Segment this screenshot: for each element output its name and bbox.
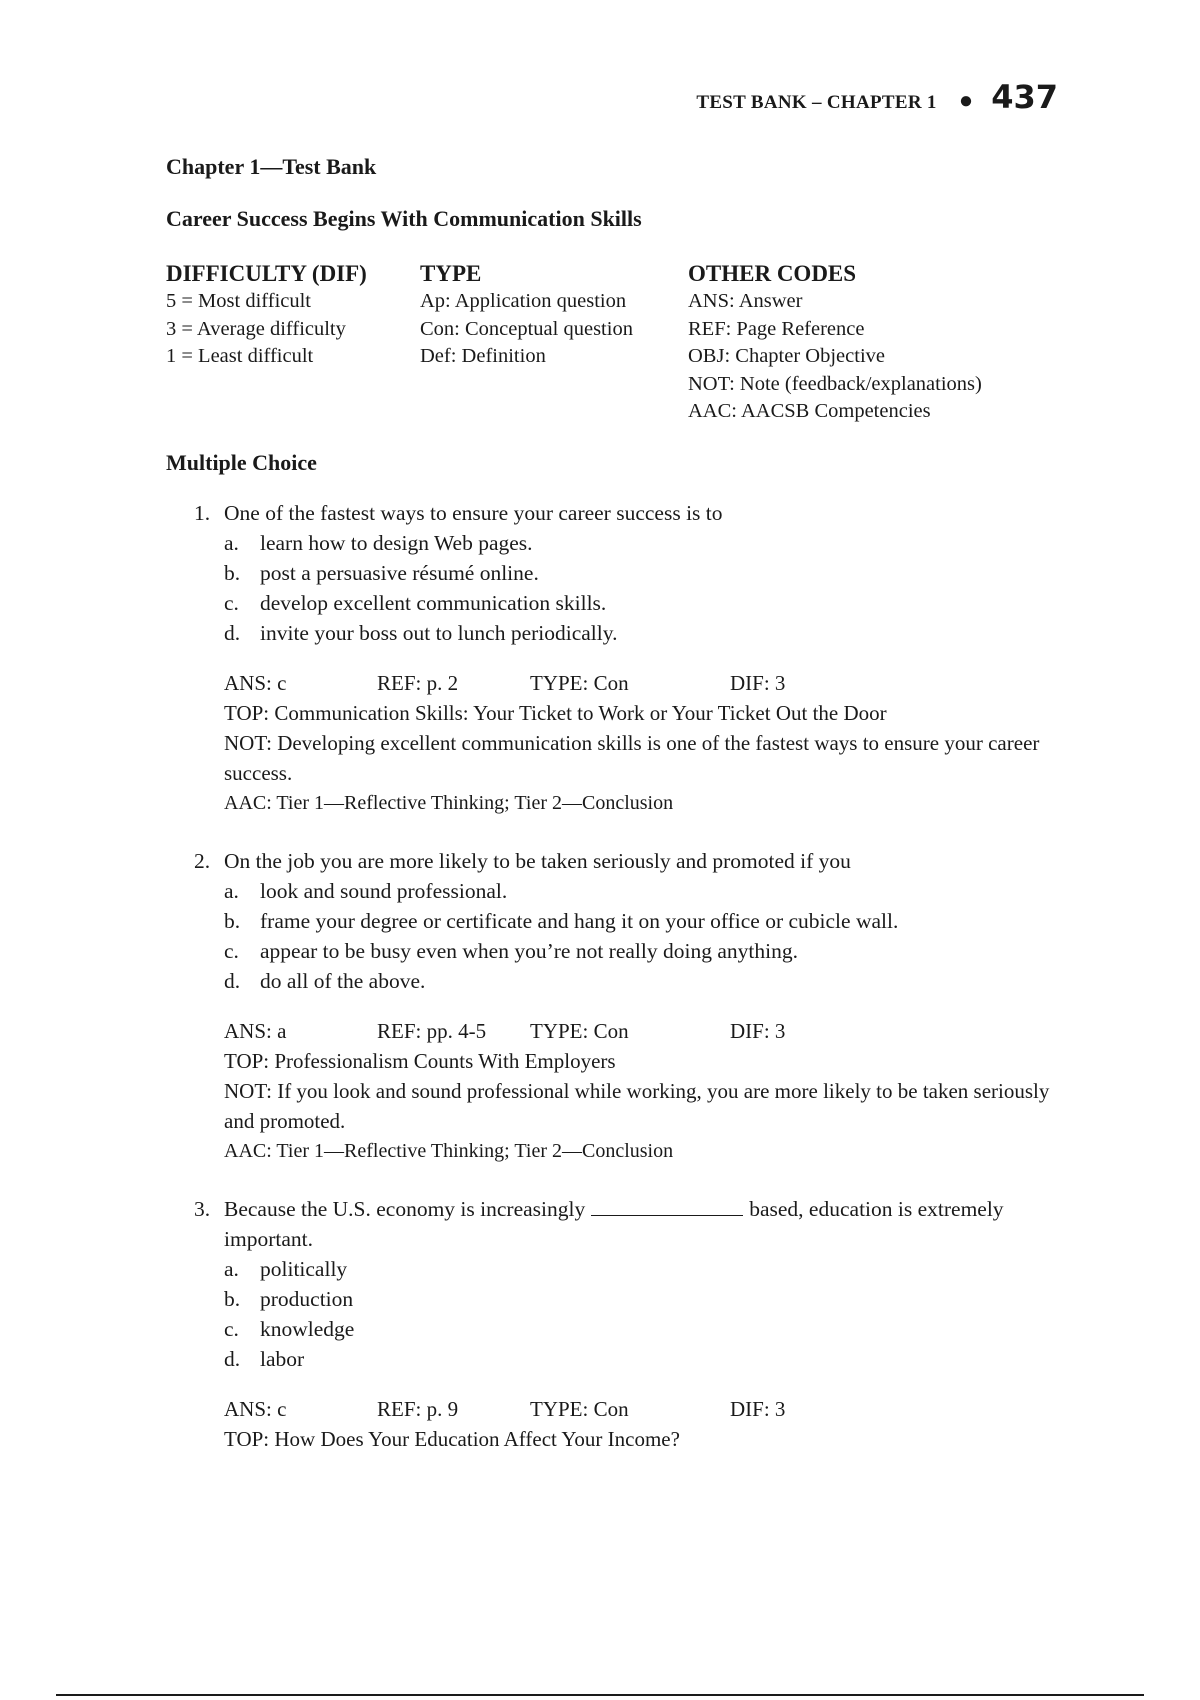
- question-metadata: [224, 668, 1066, 818]
- option-c: [224, 936, 1066, 966]
- running-head: [696, 78, 1058, 116]
- option-text: do all of the above.: [260, 968, 426, 993]
- difficulty-code: DIF: 3: [730, 1018, 786, 1043]
- option-letter: d.: [224, 1346, 241, 1371]
- running-head-text: TEST BANK – CHAPTER 1: [696, 92, 937, 113]
- question-list: [166, 498, 1066, 1454]
- other-codes-heading: OTHER CODES: [688, 261, 857, 286]
- option-a: [224, 528, 1066, 558]
- multiple-choice-heading: Multiple Choice: [166, 449, 317, 475]
- other-code-item: OBJ: Chapter Objective: [688, 345, 885, 367]
- option-d: [224, 966, 1066, 996]
- section-title: Career Success Begins With Communication Skills: [166, 206, 642, 231]
- type-item: Ap: Application question: [420, 290, 627, 312]
- difficulty-code: DIF: 3: [730, 670, 786, 695]
- reference-code: REF: p. 9: [377, 1396, 459, 1421]
- question-stem: [224, 1194, 1066, 1254]
- stem-after-blank: based, education is extremely important.: [224, 1196, 1004, 1251]
- option-a: [224, 876, 1066, 906]
- aacsb-line: AAC: Tier 1—Reflective Thinking; Tier 2—Conclusion: [224, 1139, 674, 1162]
- option-letter: a.: [224, 530, 239, 555]
- option-a: [224, 1254, 1066, 1284]
- option-text: learn how to design Web pages.: [260, 530, 533, 555]
- other-code-item: REF: Page Reference: [688, 317, 865, 340]
- option-text: develop excellent communication skills.: [260, 590, 607, 615]
- fill-in-blank: [591, 1195, 743, 1216]
- option-letter: c.: [224, 938, 239, 963]
- option-text: politically: [260, 1256, 348, 1281]
- option-d: [224, 1344, 1066, 1374]
- answer-code: ANS: c: [224, 670, 287, 695]
- note-line: NOT: If you look and sound professional while working, you are more likely to be taken seriously and promoted.: [224, 1078, 1050, 1133]
- answer-code: ANS: c: [224, 1396, 287, 1421]
- difficulty-code: DIF: 3: [730, 1396, 786, 1421]
- other-codes-column: [688, 260, 1048, 426]
- option-text: post a persuasive résumé online.: [260, 560, 539, 585]
- difficulty-item: 5 = Most difficult: [166, 290, 312, 312]
- answer-options: [224, 528, 1066, 648]
- running-head-bullet: ●: [958, 88, 974, 114]
- topic-line: TOP: How Does Your Education Affect Your Income?: [224, 1426, 680, 1451]
- difficulty-item: 1 = Least difficult: [166, 345, 314, 367]
- option-b: [224, 558, 1066, 588]
- type-code: TYPE: Con: [530, 1018, 629, 1043]
- other-code-item: NOT: Note (feedback/explanations): [688, 372, 982, 395]
- option-letter: d.: [224, 968, 241, 993]
- other-code-item: AAC: AACSB Competencies: [688, 400, 931, 422]
- question-metadata: [224, 1394, 1066, 1454]
- chapter-title: Chapter 1—Test Bank: [166, 154, 377, 179]
- difficulty-column: [166, 260, 420, 426]
- type-code: TYPE: Con: [530, 1396, 629, 1421]
- topic-line: TOP: Communication Skills: Your Ticket to Work or Your Ticket Out the Door: [224, 700, 887, 725]
- meta-codes-row: [224, 1016, 1066, 1046]
- type-heading: TYPE: [420, 261, 482, 286]
- question-stem: On the job you are more likely to be taken seriously and promoted if you: [224, 848, 851, 873]
- option-letter: a.: [224, 1256, 239, 1281]
- page-content: [166, 154, 1066, 1482]
- difficulty-heading: DIFFICULTY (DIF): [166, 261, 367, 286]
- option-text: knowledge: [260, 1316, 355, 1341]
- option-letter: c.: [224, 1316, 239, 1341]
- difficulty-item: 3 = Average difficulty: [166, 317, 346, 340]
- note-line: NOT: Developing excellent communication skills is one of the fastest ways to ensure your career success.: [224, 730, 1040, 785]
- bottom-rule: [56, 1694, 1144, 1696]
- option-letter: d.: [224, 620, 241, 645]
- type-code: TYPE: Con: [530, 670, 629, 695]
- option-text: look and sound professional.: [260, 878, 508, 903]
- answer-options: [224, 876, 1066, 996]
- type-item: Def: Definition: [420, 345, 546, 367]
- page-number: 437: [991, 78, 1058, 116]
- aacsb-line: AAC: Tier 1—Reflective Thinking; Tier 2—Conclusion: [224, 791, 674, 814]
- topic-line: TOP: Professionalism Counts With Employers: [224, 1048, 616, 1073]
- stem-before-blank: Because the U.S. economy is increasingly: [224, 1196, 586, 1221]
- question-number: 2.: [194, 848, 211, 873]
- question-number: 3.: [194, 1196, 211, 1221]
- question-stem: One of the fastest ways to ensure your career success is to: [224, 500, 723, 525]
- question-3: [166, 1194, 1066, 1454]
- answer-options: [224, 1254, 1066, 1374]
- reference-code: REF: pp. 4-5: [377, 1018, 487, 1043]
- option-text: appear to be busy even when you’re not really doing anything.: [260, 938, 798, 963]
- option-letter: c.: [224, 590, 239, 615]
- option-text: labor: [260, 1346, 305, 1371]
- option-c: [224, 1314, 1066, 1344]
- answer-code: ANS: a: [224, 1018, 287, 1043]
- reference-code: REF: p. 2: [377, 670, 459, 695]
- codes-legend: [166, 260, 1066, 426]
- option-letter: b.: [224, 908, 241, 933]
- option-b: [224, 906, 1066, 936]
- meta-codes-row: [224, 668, 1066, 698]
- option-b: [224, 1284, 1066, 1314]
- question-2: [166, 846, 1066, 1166]
- type-item: Con: Conceptual question: [420, 317, 633, 340]
- question-1: [166, 498, 1066, 818]
- option-d: [224, 618, 1066, 648]
- meta-codes-row: [224, 1394, 1066, 1424]
- option-letter: a.: [224, 878, 239, 903]
- option-text: frame your degree or certificate and hang it on your office or cubicle wall.: [260, 908, 899, 933]
- option-c: [224, 588, 1066, 618]
- option-text: invite your boss out to lunch periodically.: [260, 620, 618, 645]
- option-letter: b.: [224, 1286, 241, 1311]
- type-column: [420, 260, 688, 426]
- option-text: production: [260, 1286, 354, 1311]
- other-code-item: ANS: Answer: [688, 290, 803, 312]
- option-letter: b.: [224, 560, 241, 585]
- question-number: 1.: [194, 500, 211, 525]
- question-metadata: [224, 1016, 1066, 1166]
